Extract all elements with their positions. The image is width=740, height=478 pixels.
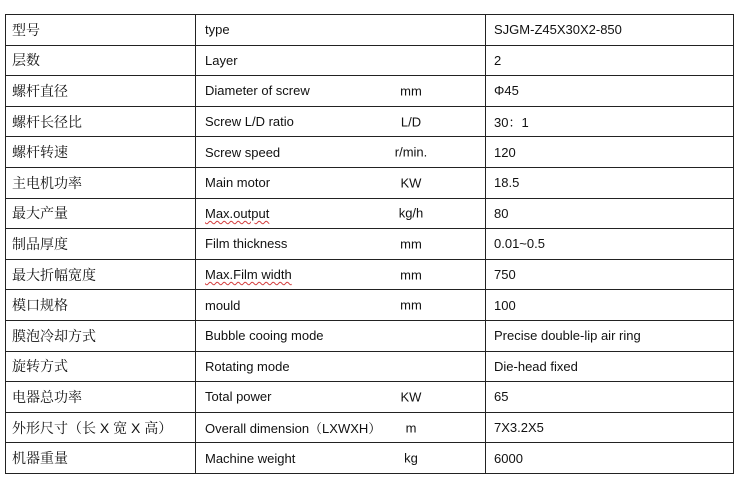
table-row bbox=[6, 412, 734, 443]
param-unit: KW bbox=[400, 389, 422, 405]
param-name-cn: 外形尺寸（长 X 宽 X 高） bbox=[6, 412, 196, 443]
param-value: 80 bbox=[486, 198, 734, 229]
param-value: 0.01~0.5 bbox=[486, 229, 734, 260]
param-name-en-cell bbox=[196, 290, 486, 321]
param-name-cn: 螺杆直径 bbox=[6, 76, 196, 107]
param-name-en-cell bbox=[196, 229, 486, 260]
param-unit: m bbox=[405, 420, 417, 436]
param-value: 65 bbox=[486, 382, 734, 413]
table-row bbox=[6, 76, 734, 107]
param-value: Die-head fixed bbox=[486, 351, 734, 382]
table-row bbox=[6, 290, 734, 321]
param-name-en-cell bbox=[196, 167, 486, 198]
param-name-cn: 螺杆长径比 bbox=[6, 106, 196, 137]
param-unit: r/min. bbox=[394, 144, 428, 160]
param-name-en: Diameter of screw bbox=[205, 83, 310, 99]
param-name-en-cell bbox=[196, 137, 486, 168]
param-name-en-cell bbox=[196, 76, 486, 107]
table-row bbox=[6, 15, 734, 46]
param-value: 2 bbox=[486, 45, 734, 76]
param-name-cn: 螺杆转速 bbox=[6, 137, 196, 168]
param-name-en: Total power bbox=[205, 389, 272, 405]
param-name-en: type bbox=[205, 22, 230, 38]
param-unit: kg/h bbox=[398, 205, 424, 221]
param-name-cn: 最大折幅宽度 bbox=[6, 259, 196, 290]
param-name-en-cell bbox=[196, 412, 486, 443]
param-name-en-cell bbox=[196, 106, 486, 137]
table-row bbox=[6, 382, 734, 413]
param-name-en: Screw speed bbox=[205, 144, 281, 160]
table-row bbox=[6, 259, 734, 290]
param-value: 6000 bbox=[486, 443, 734, 474]
param-name-cn: 模口规格 bbox=[6, 290, 196, 321]
param-name-en-cell bbox=[196, 351, 486, 382]
param-value: Φ45 bbox=[486, 76, 734, 107]
param-name-en: Main motor bbox=[205, 175, 271, 191]
param-name-en: Machine weight bbox=[205, 450, 296, 466]
param-name-en-cell bbox=[196, 198, 486, 229]
spec-table bbox=[5, 14, 734, 474]
param-name-cn: 层数 bbox=[6, 45, 196, 76]
param-name-en-cell bbox=[196, 259, 486, 290]
table-row bbox=[6, 45, 734, 76]
param-name-cn: 制品厚度 bbox=[6, 229, 196, 260]
param-name-cn: 型号 bbox=[6, 15, 196, 46]
param-name-en-cell bbox=[196, 45, 486, 76]
param-name-en-cell bbox=[196, 15, 486, 46]
param-value: 100 bbox=[486, 290, 734, 321]
table-row bbox=[6, 137, 734, 168]
param-name-en: Max.Film width bbox=[205, 267, 292, 283]
param-value: 750 bbox=[486, 259, 734, 290]
param-name-cn: 主电机功率 bbox=[6, 167, 196, 198]
param-unit: kg bbox=[404, 450, 418, 466]
param-name-en: Rotating mode bbox=[205, 358, 290, 374]
param-name-en: Bubble cooing mode bbox=[205, 328, 324, 344]
param-unit: L/D bbox=[400, 114, 422, 130]
param-name-en: Overall dimension（LXWXH） bbox=[205, 421, 382, 437]
param-name-cn: 膜泡冷却方式 bbox=[6, 320, 196, 351]
param-value: Precise double-lip air ring bbox=[486, 320, 734, 351]
spec-table-body bbox=[6, 15, 734, 474]
param-unit: mm bbox=[400, 267, 422, 283]
param-name-cn: 机器重量 bbox=[6, 443, 196, 474]
table-row bbox=[6, 167, 734, 198]
param-value: SJGM-Z45X30X2-850 bbox=[486, 15, 734, 46]
param-value: 18.5 bbox=[486, 167, 734, 198]
table-row bbox=[6, 198, 734, 229]
table-row bbox=[6, 320, 734, 351]
param-name-en: mould bbox=[205, 297, 241, 313]
table-row bbox=[6, 106, 734, 137]
param-name-en-cell bbox=[196, 320, 486, 351]
param-name-en-cell bbox=[196, 382, 486, 413]
table-row bbox=[6, 229, 734, 260]
param-unit: mm bbox=[400, 297, 422, 313]
param-unit: KW bbox=[400, 175, 422, 191]
param-value: 30：1 bbox=[486, 106, 734, 137]
param-unit: mm bbox=[400, 83, 422, 99]
param-unit: mm bbox=[400, 236, 422, 252]
param-name-cn: 旋转方式 bbox=[6, 351, 196, 382]
param-name-en: Max.output bbox=[205, 205, 270, 221]
param-name-en: Film thickness bbox=[205, 236, 288, 252]
param-value: 120 bbox=[486, 137, 734, 168]
param-name-en: Layer bbox=[205, 52, 238, 68]
table-row bbox=[6, 351, 734, 382]
table-row bbox=[6, 443, 734, 474]
param-name-cn: 最大产量 bbox=[6, 198, 196, 229]
param-name-en: Screw L/D ratio bbox=[205, 114, 294, 130]
param-name-en-cell bbox=[196, 443, 486, 474]
param-value: 7X3.2X5 bbox=[486, 412, 734, 443]
param-name-cn: 电器总功率 bbox=[6, 382, 196, 413]
